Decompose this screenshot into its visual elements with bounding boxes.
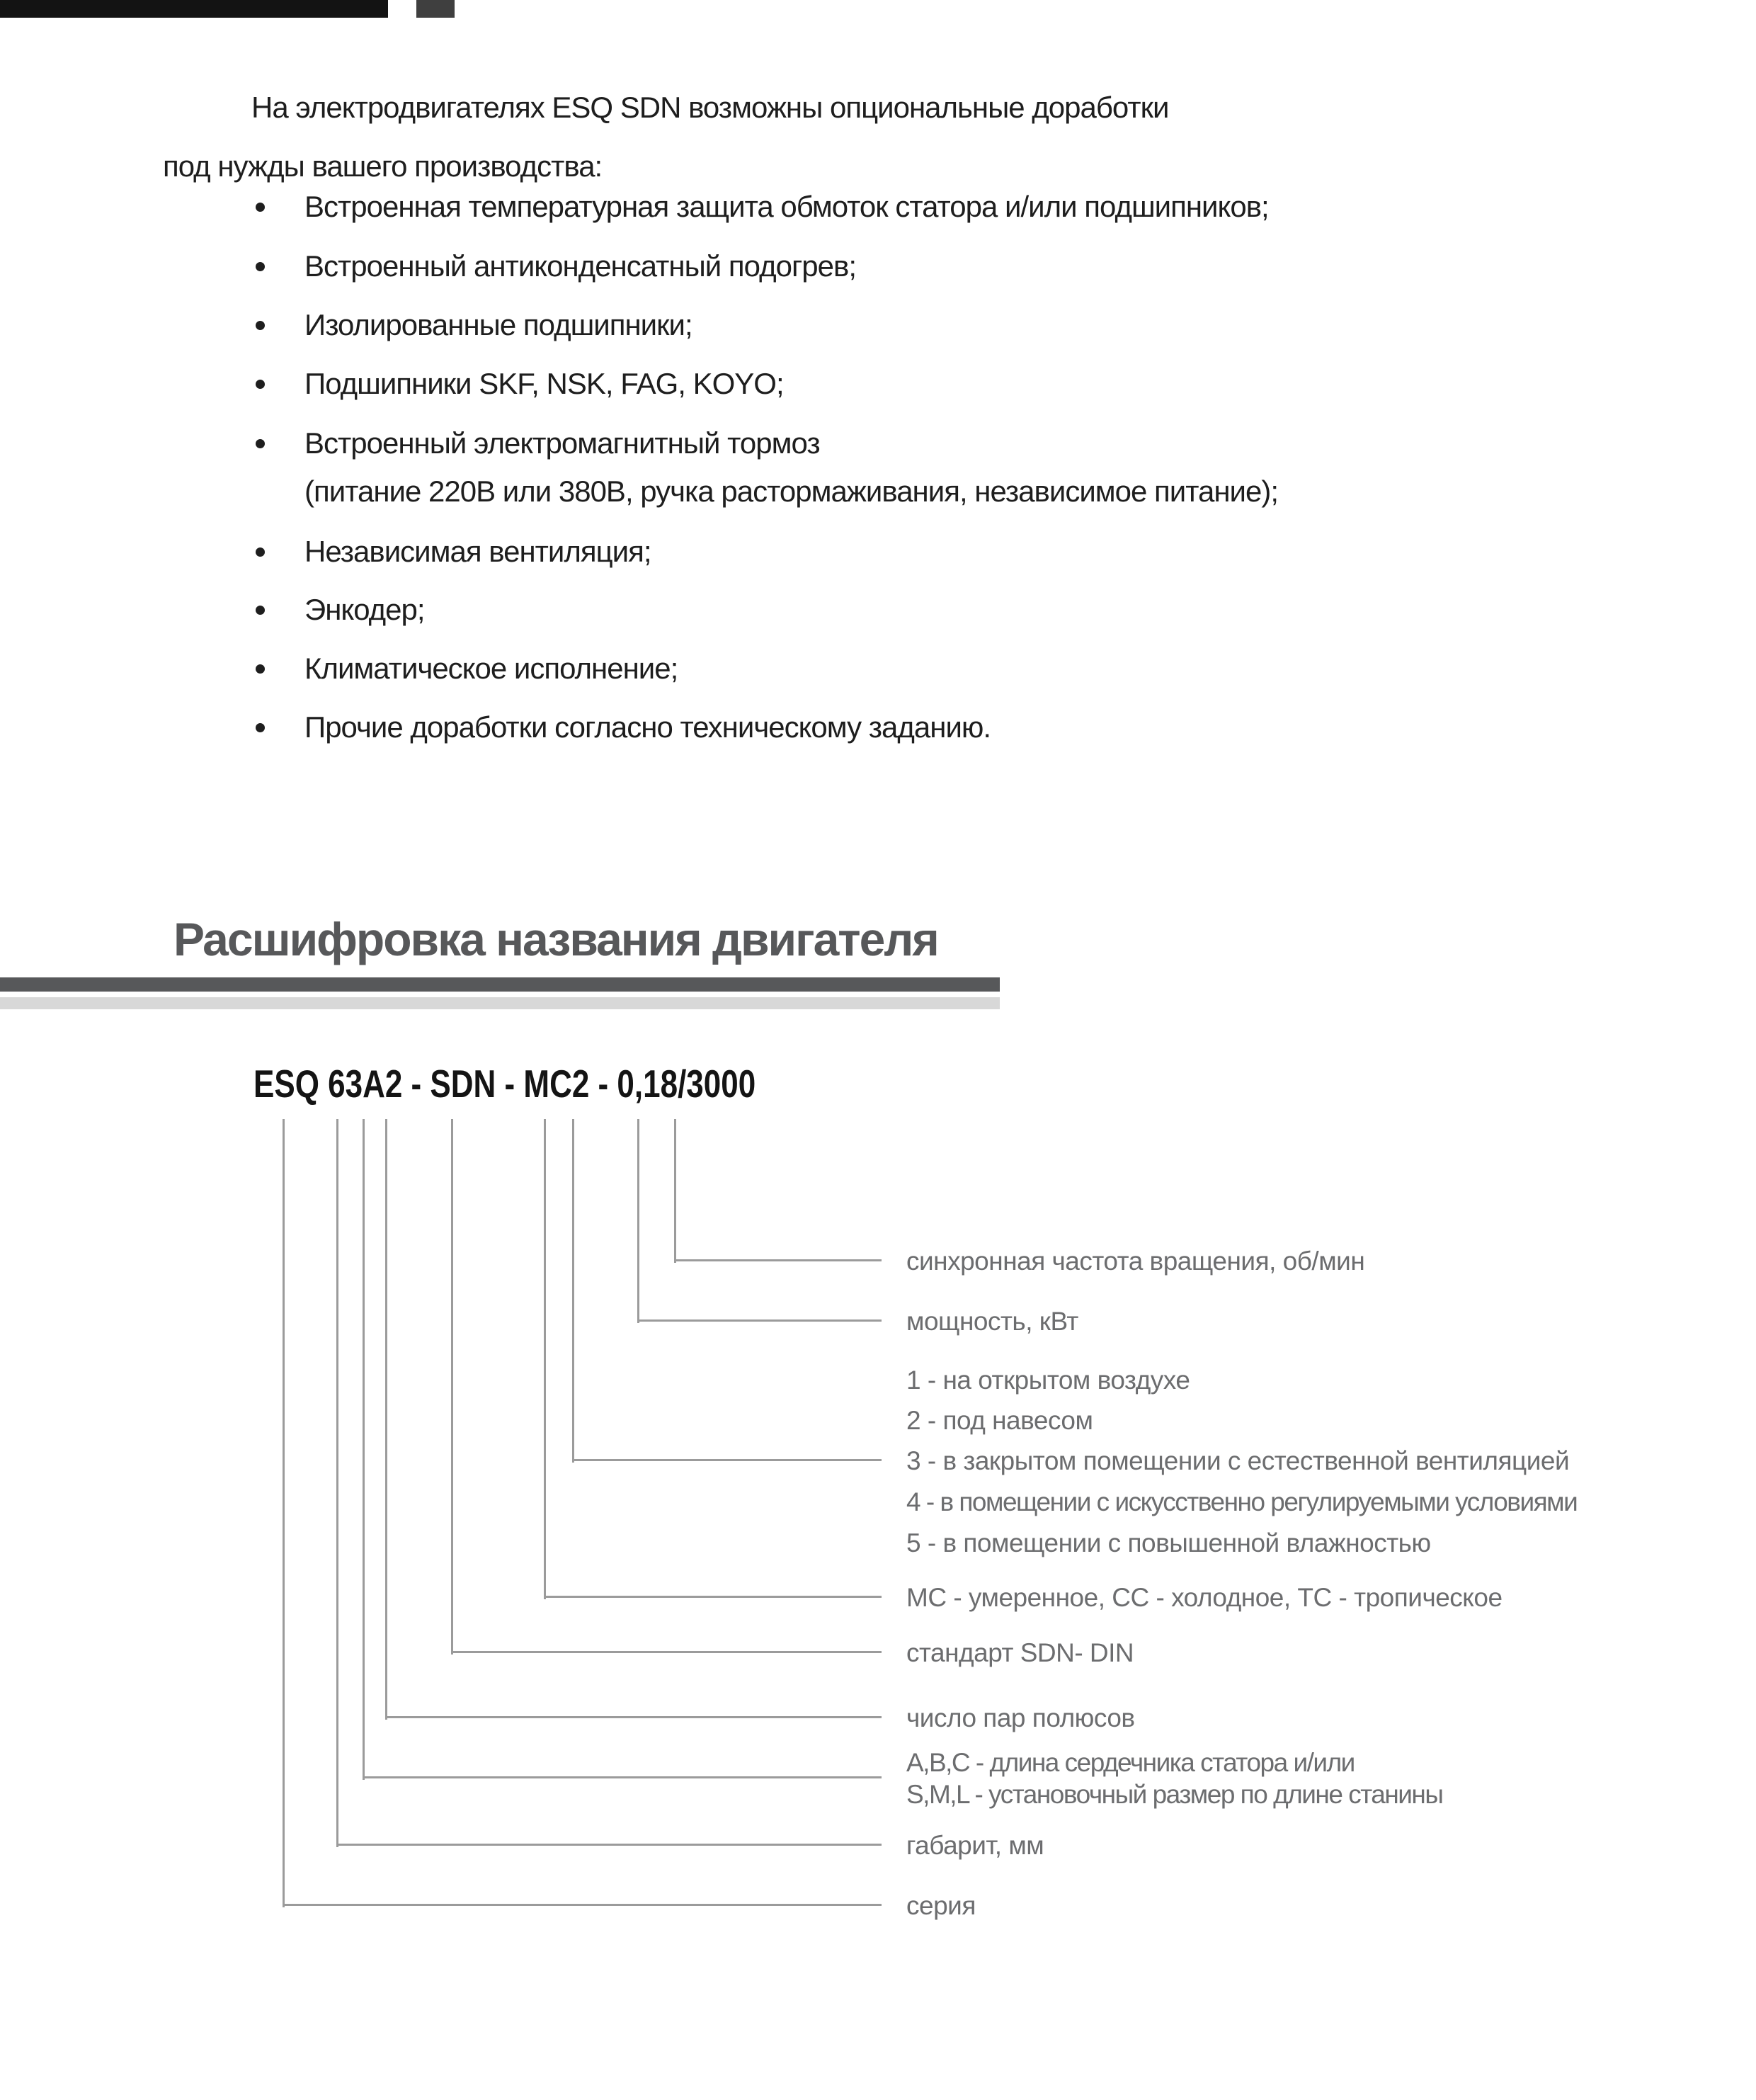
decode-connector-line — [336, 1119, 338, 1847]
decode-label-placement-4: 4 - в помещении с искусственно регулируемыми условиями — [906, 1487, 1578, 1516]
decode-label-poles: число пар полюсов — [906, 1703, 1135, 1732]
decode-connector-line — [363, 1776, 882, 1778]
top-accent-bar — [0, 0, 388, 18]
decode-connector-line — [544, 1119, 546, 1599]
decode-connector-line — [675, 1259, 882, 1261]
top-accent-box — [416, 0, 455, 18]
list-item: Встроенный электромагнитный тормоз — [304, 426, 820, 460]
decode-label-series: серия — [906, 1891, 976, 1920]
decode-connector-line — [572, 1119, 574, 1463]
decode-connector-line — [385, 1119, 387, 1720]
bullet-marker — [256, 606, 265, 615]
decode-label-standard: стандарт SDN- DIN — [906, 1638, 1134, 1667]
decode-label-frame-size: S,M,L - установочный размер по длине станины — [906, 1780, 1443, 1809]
decode-label-climate: МС - умеренное, СС - холодное, ТС - тропическое — [906, 1583, 1503, 1612]
decode-label-power: мощность, кВт — [906, 1307, 1078, 1336]
bullet-marker — [256, 723, 265, 732]
intro-line-2: под нужды вашего производства: — [163, 149, 603, 183]
decode-label-core-length: A,B,C - длина сердечника статора и/или — [906, 1748, 1355, 1777]
decode-connector-line — [637, 1119, 639, 1323]
decode-connector-line — [451, 1119, 453, 1655]
decode-label-speed: синхронная частота вращения, об/мин — [906, 1247, 1365, 1276]
decode-label-placement-3: 3 - в закрытом помещении с естественной вентиляцией — [906, 1446, 1570, 1475]
list-item: Подшипники SKF, NSK, FAG, KOYO; — [304, 367, 784, 400]
decode-label-dimension: габарит, мм — [906, 1831, 1044, 1860]
decode-connector-line — [283, 1904, 882, 1906]
decode-connector-line — [452, 1651, 882, 1653]
decode-connector-line — [638, 1319, 882, 1322]
bullet-marker — [256, 321, 265, 330]
bullet-marker — [256, 439, 265, 448]
bullet-marker — [256, 664, 265, 674]
list-item-continuation: (питание 220В или 380В, ручка растормаживания, независимое питание); — [304, 475, 1279, 508]
list-item: Прочие доработки согласно техническому заданию. — [304, 710, 991, 744]
decode-connector-line — [386, 1716, 882, 1718]
bullet-marker — [256, 203, 265, 212]
section-title: Расшифровка названия двигателя — [173, 913, 938, 965]
decode-label-placement-5: 5 - в помещении с повышенной влажностью — [906, 1528, 1431, 1557]
intro-line-1: На электродвигателях ESQ SDN возможны опциональные доработки — [251, 91, 1169, 124]
motor-model-code: ESQ 63A2 - SDN - MC2 - 0,18/3000 — [253, 1062, 756, 1106]
decode-connector-line — [674, 1119, 676, 1263]
decode-connector-line — [363, 1119, 365, 1780]
decode-connector-line — [283, 1119, 285, 1907]
list-item: Энкодер; — [304, 593, 425, 626]
decode-connector-line — [337, 1844, 882, 1846]
list-item: Независимая вентиляция; — [304, 535, 651, 568]
heading-underline-light — [0, 997, 1000, 1009]
list-item: Встроенный антиконденсатный подогрев; — [304, 249, 856, 283]
decode-connector-line — [545, 1596, 882, 1598]
decode-label-placement-1: 1 - на открытом воздухе — [906, 1366, 1190, 1395]
list-item: Изолированные подшипники; — [304, 308, 692, 341]
decode-connector-line — [573, 1459, 882, 1461]
list-item: Климатическое исполнение; — [304, 652, 678, 685]
bullet-marker — [256, 547, 265, 557]
list-item: Встроенная температурная защита обмоток статора и/или подшипников; — [304, 190, 1269, 223]
decode-label-placement-2: 2 - под навесом — [906, 1406, 1093, 1435]
bullet-marker — [256, 380, 265, 389]
bullet-marker — [256, 262, 265, 271]
heading-underline-dark — [0, 977, 1000, 992]
